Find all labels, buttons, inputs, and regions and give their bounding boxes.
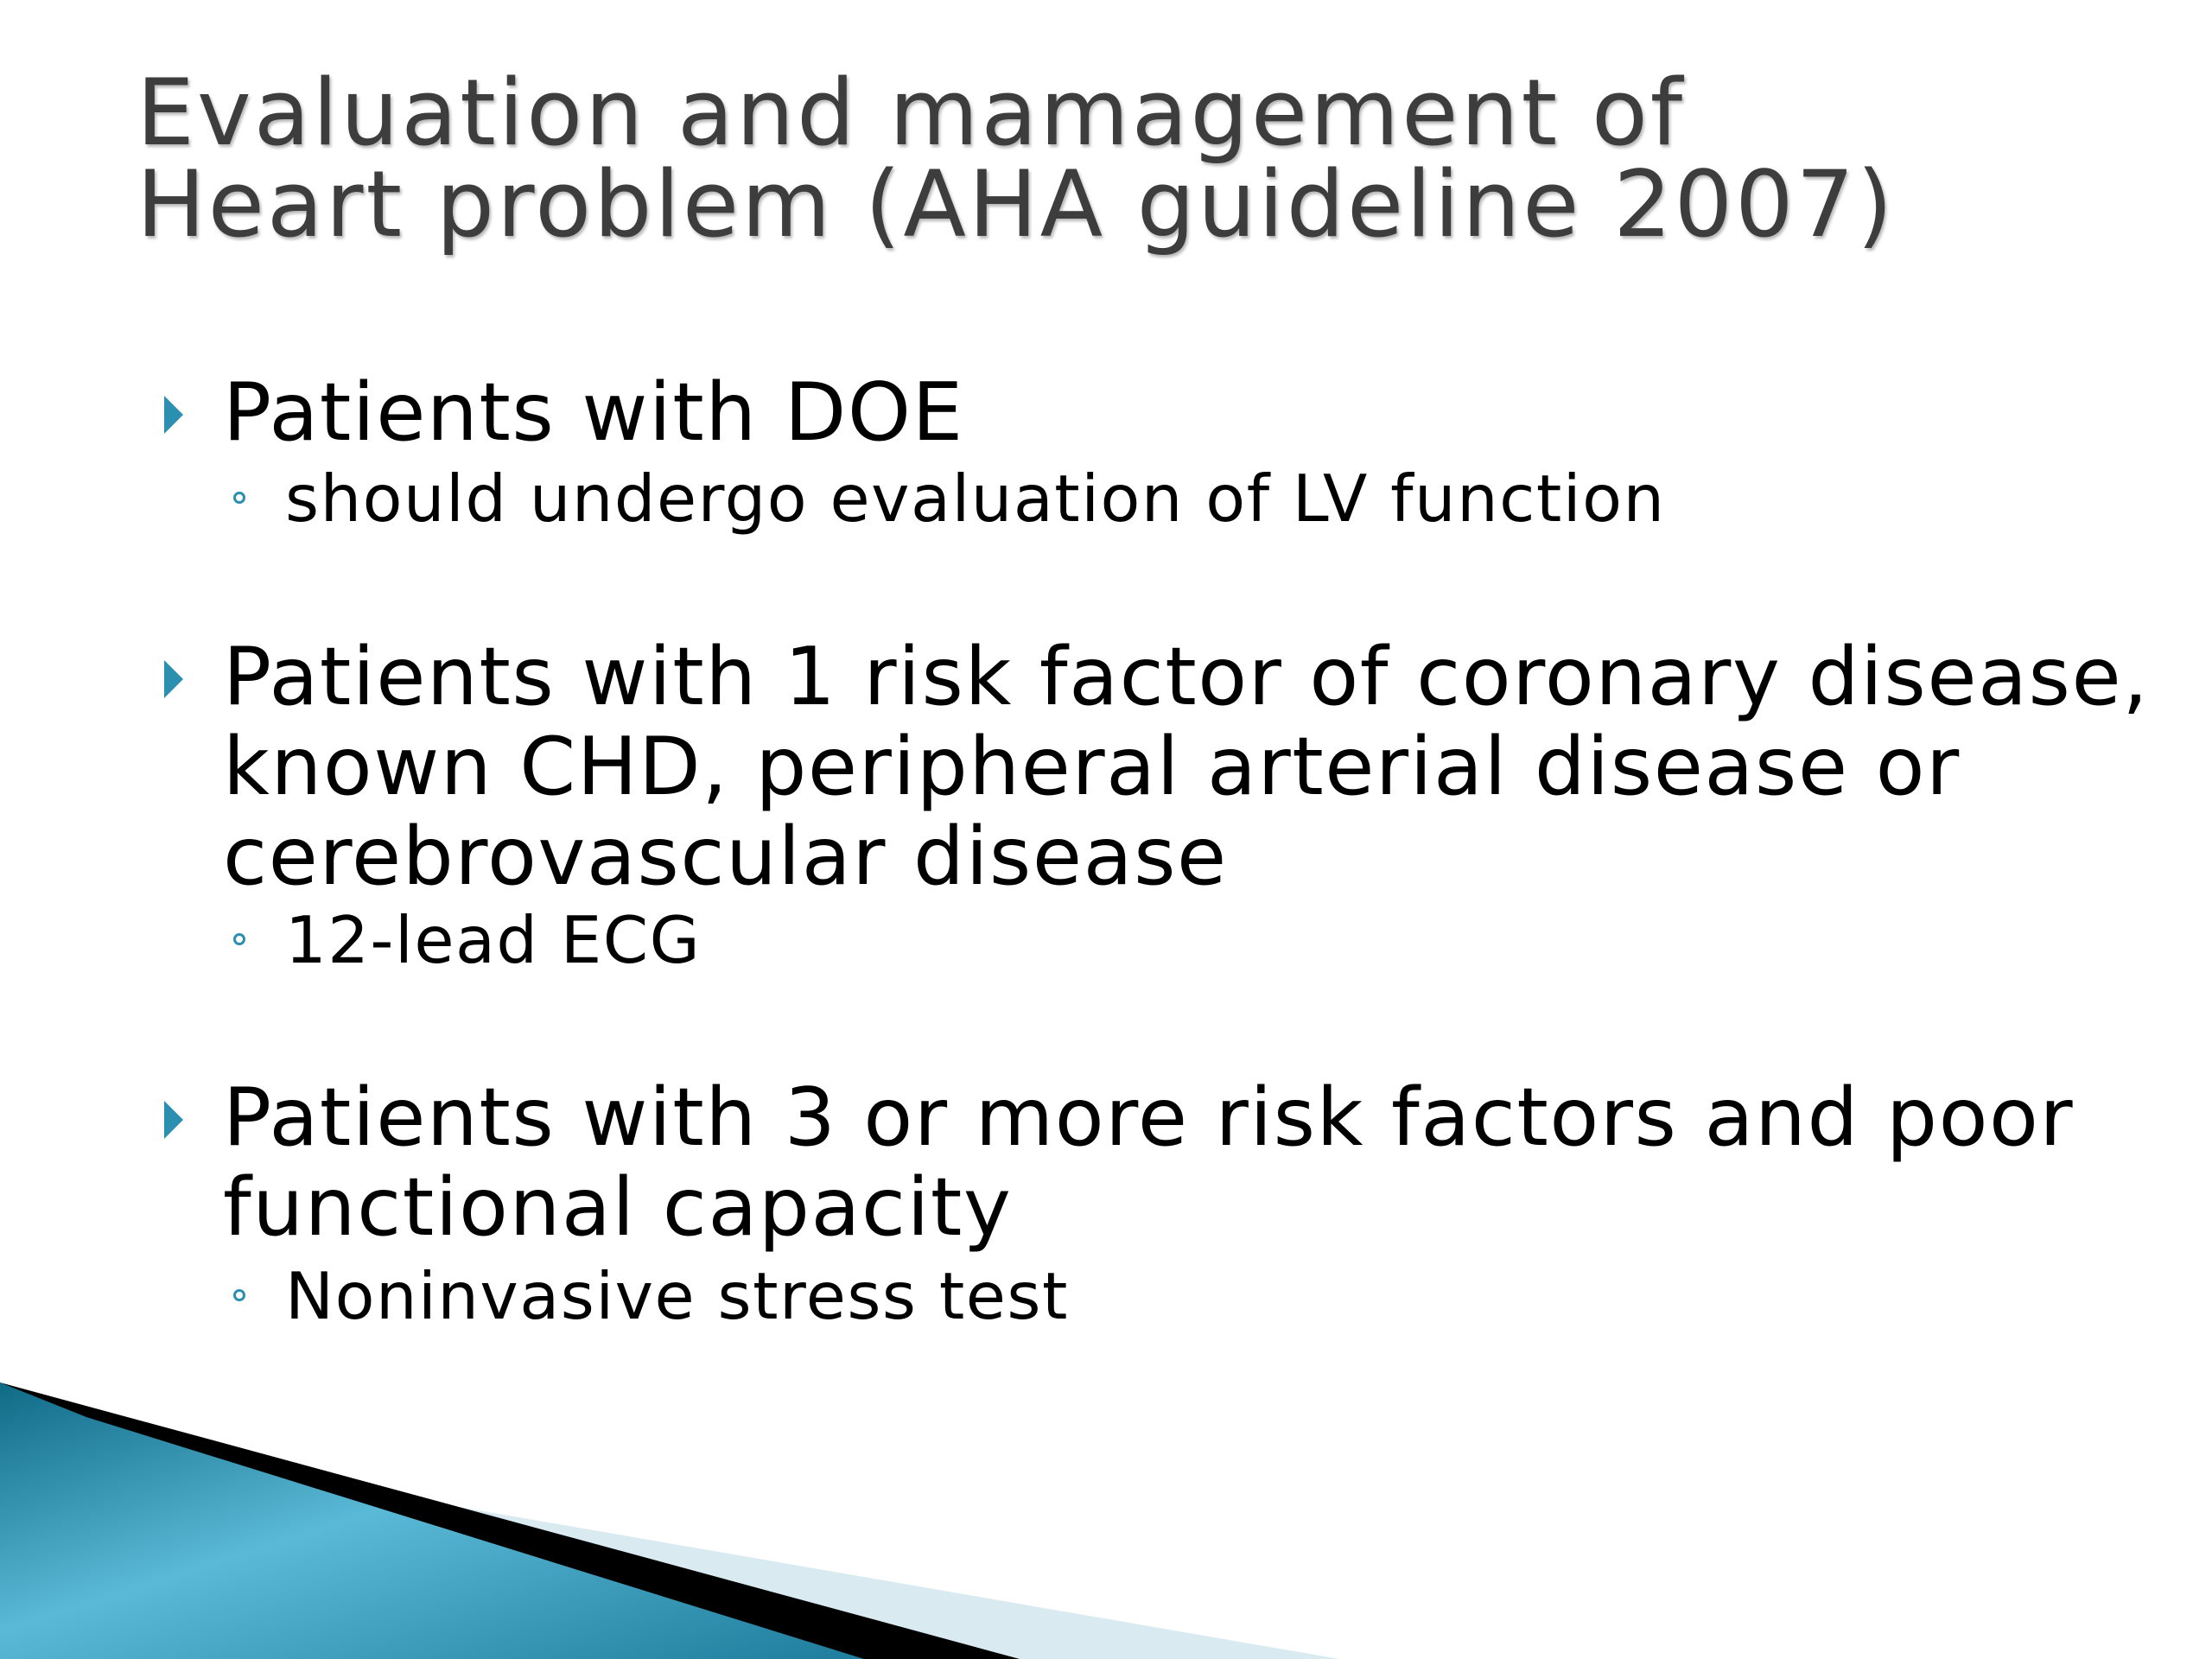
sub-bullet-1: should undergo evaluation of LV function: [285, 461, 1666, 537]
bullet-2-line-1: Patients with 1 risk factor of coronary disease,: [223, 630, 2150, 723]
right-triangle-bullet-icon: [164, 1101, 183, 1139]
bullet-1-line-1: Patients with DOE: [223, 365, 964, 459]
bullet-3-line-1: Patients with 3 or more risk factors and poor: [223, 1071, 2075, 1164]
decorative-wedge: [0, 1382, 2212, 1659]
right-triangle-bullet-icon: [164, 396, 183, 434]
bullet-item-1: [223, 367, 2158, 457]
bullet-3-line-2: functional capacity: [223, 1160, 1013, 1254]
slide-title-line-2: Heart problem (AHA guideline 2007): [137, 151, 1896, 257]
sub-bullet-2: 12-lead ECG: [285, 902, 702, 978]
bullet-item-2: [223, 632, 2158, 901]
hollow-circle-bullet-icon: [233, 933, 245, 945]
bullet-2-line-2: known CHD, peripheral arterial disease or: [223, 720, 1961, 813]
sub-bullet-3: Noninvasive stress test: [285, 1258, 1069, 1334]
right-triangle-bullet-icon: [164, 660, 183, 698]
bullet-2-line-3: cerebrovascular disease: [223, 810, 1228, 903]
slide-title-line-1: Evaluation and mamagement of: [137, 60, 1686, 166]
hollow-circle-bullet-icon: [233, 1289, 245, 1301]
hollow-circle-bullet-icon: [233, 492, 245, 504]
bullet-item-3: [223, 1072, 2158, 1252]
